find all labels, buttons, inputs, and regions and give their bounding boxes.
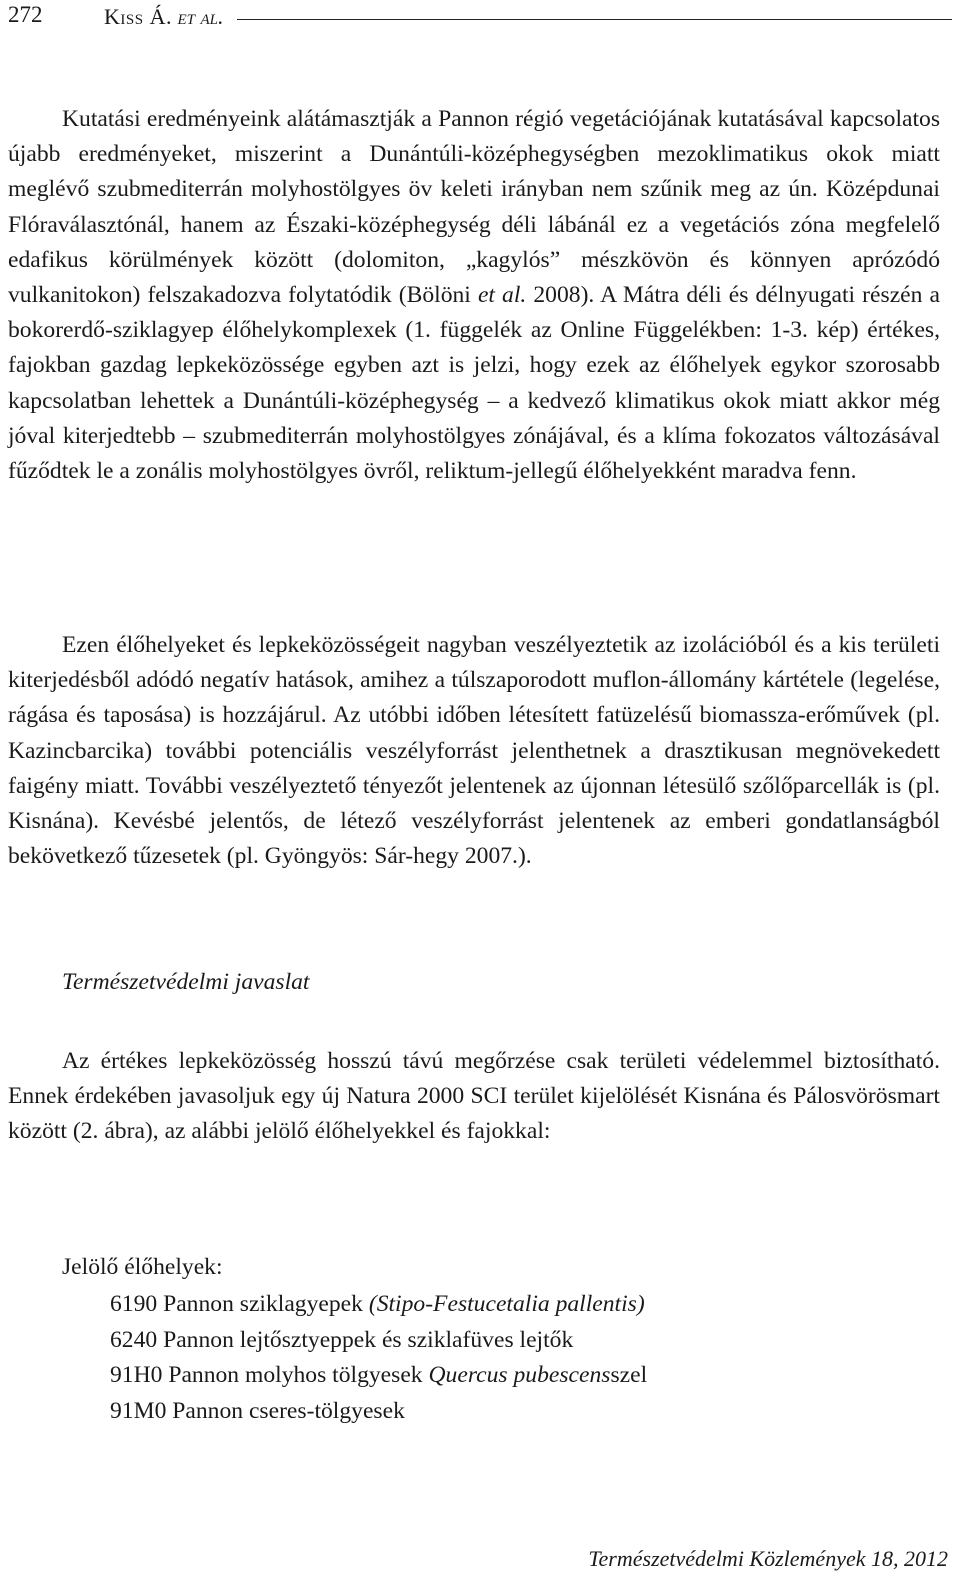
- paragraph-threats: [8, 628, 940, 874]
- running-title-author: Kiss Á.: [104, 4, 172, 29]
- section-heading: Természetvédelmi javaslat: [62, 969, 310, 995]
- running-header: [8, 0, 952, 34]
- running-title: [104, 4, 952, 30]
- list-item: 91M0 Pannon cseres-tölgyesek: [110, 1397, 405, 1424]
- header-rule: [237, 19, 952, 20]
- citation-etal: et al.: [477, 282, 527, 309]
- paragraph-text: Kutatási eredményeink alátámasztják a Pannon régió vegetációjának kutatásával kapcsolatos újabb eredményeket, miszerint a Dunántúli-középhegységben mezoklimatikus okok miatt meglévő szubmediterrán molyhostölgyes öv keleti irányban nem szűnik meg az ún. Középdunai Flóraválasztónál, hanem az Északi-középhegység déli lábánál ez a vegetációs zóna megfelelő edafikus körülmények között (dolomiton, „kagylós” mészkövön és könnyen aprózódó vulkanitokon) felszakadozva folytatódik (Bölöni: [8, 106, 940, 309]
- running-title-etal: et al.: [177, 4, 224, 29]
- journal-footer: Természetvédelmi Közlemények 18, 2012: [588, 1546, 948, 1571]
- paragraph-results: [8, 102, 940, 489]
- list-item: 6240 Pannon lejtősztyeppek és sziklafüves lejtők: [110, 1326, 574, 1353]
- habitat-list-label: Jelölő élőhelyek:: [62, 1254, 223, 1280]
- page-number: 272: [8, 2, 43, 27]
- list-item: 91H0 Pannon molyhos tölgyesek Quercus pubescensszel: [110, 1362, 648, 1388]
- paragraph-text: Ezen élőhelyeket és lepkeközösségeit nagyban veszélyeztetik az izolációból és a kis területi kiterjedésből adódó negatív hatások, amihez a túlszaporodott muflon-állomány kártétele (legelése, rágása és taposása) is hozzájárul. Az utóbbi időben létesített fatüzelésű biomassza-erőművek (pl. Kazincbarcika) további potenciális veszélyforrást jelenthetnek a drasztikusan megnövekedett faigény miatt. További veszélyeztető tényezőt jelentenek az újonnan létesülő szőlőparcellák is (pl. Kisnána). Kevésbé jelentős, de létező veszélyforrást jelentenek az emberi gondatlanságból bekövetkező tűzesetek (pl. Gyöngyös: Sár-hegy 2007.).: [8, 632, 940, 870]
- habitat-list: [110, 1287, 647, 1429]
- list-item: 6190 Pannon sziklagyepek (Stipo-Festucetalia pallentis): [110, 1291, 645, 1317]
- paragraph-text: Az értékes lepkeközösség hosszú távú megőrzése csak területi védelemmel biztosítható. Ennek érdekében javasoljuk egy új Natura 2000 SCI terület kijelölését Kisnána és Pálosvörösmart között (2. ábra), az alábbi jelölő élőhelyekkel és fajokkal:: [8, 1048, 940, 1145]
- paragraph-text: 2008). A Mátra déli és délnyugati részén a bokorerdő-sziklagyep élőhelykomplexek (1. függelék az Online Függelékben: 1-3. kép) értékes, fajokban gazdag lepkeközössége egyben azt is jelzi, hogy ezek az élőhelyek egykor szorosabb kapcsolatban lehettek a Dunántúli-középhegység – a kedvező klimatikus okok miatt akkor még jóval kiterjedtebb – szubmediterrán molyhostölgyes zónájával, és a klíma fokozatos változásával fűződtek le a zonális molyhostölgyes övről, reliktum-jellegű élőhelyekként maradva fenn.: [8, 282, 940, 485]
- paragraph-proposal: [8, 1044, 940, 1150]
